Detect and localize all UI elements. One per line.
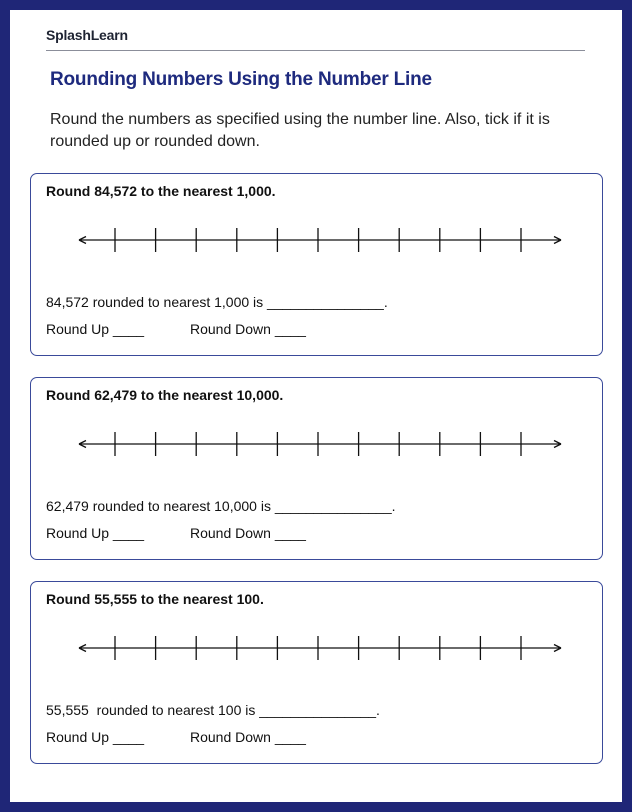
answer-statement: 55,555 rounded to nearest 100 is _______________. [46, 702, 380, 718]
round-down-option[interactable]: Round Down ____ [190, 729, 306, 745]
problem-box-1 [30, 173, 603, 356]
answer-statement: 62,479 rounded to nearest 10,000 is _______________. [46, 498, 396, 514]
worksheet-page [10, 10, 622, 802]
brand-logo: SplashLearn [46, 27, 128, 43]
problem-prompt: Round 62,479 to the nearest 10,000. [46, 387, 284, 403]
round-up-option[interactable]: Round Up ____ [46, 729, 145, 745]
page-title: Rounding Numbers Using the Number Line [50, 69, 432, 90]
problem-box-3 [30, 581, 603, 764]
problem-box-2 [30, 377, 603, 560]
round-down-option[interactable]: Round Down ____ [190, 321, 306, 337]
number-line [75, 226, 565, 254]
answer-statement: 84,572 rounded to nearest 1,000 is _______________. [46, 294, 388, 310]
problem-prompt: Round 55,555 to the nearest 100. [46, 591, 264, 607]
header-divider [46, 50, 585, 51]
number-line [75, 430, 565, 458]
round-up-option[interactable]: Round Up ____ [46, 525, 145, 541]
round-down-option[interactable]: Round Down ____ [190, 525, 306, 541]
problem-prompt: Round 84,572 to the nearest 1,000. [46, 183, 276, 199]
number-line [75, 634, 565, 662]
round-up-option[interactable]: Round Up ____ [46, 321, 145, 337]
instructions-text: Round the numbers as specified using the number line. Also, tick if it is rounded up or rounded down. [50, 111, 550, 150]
